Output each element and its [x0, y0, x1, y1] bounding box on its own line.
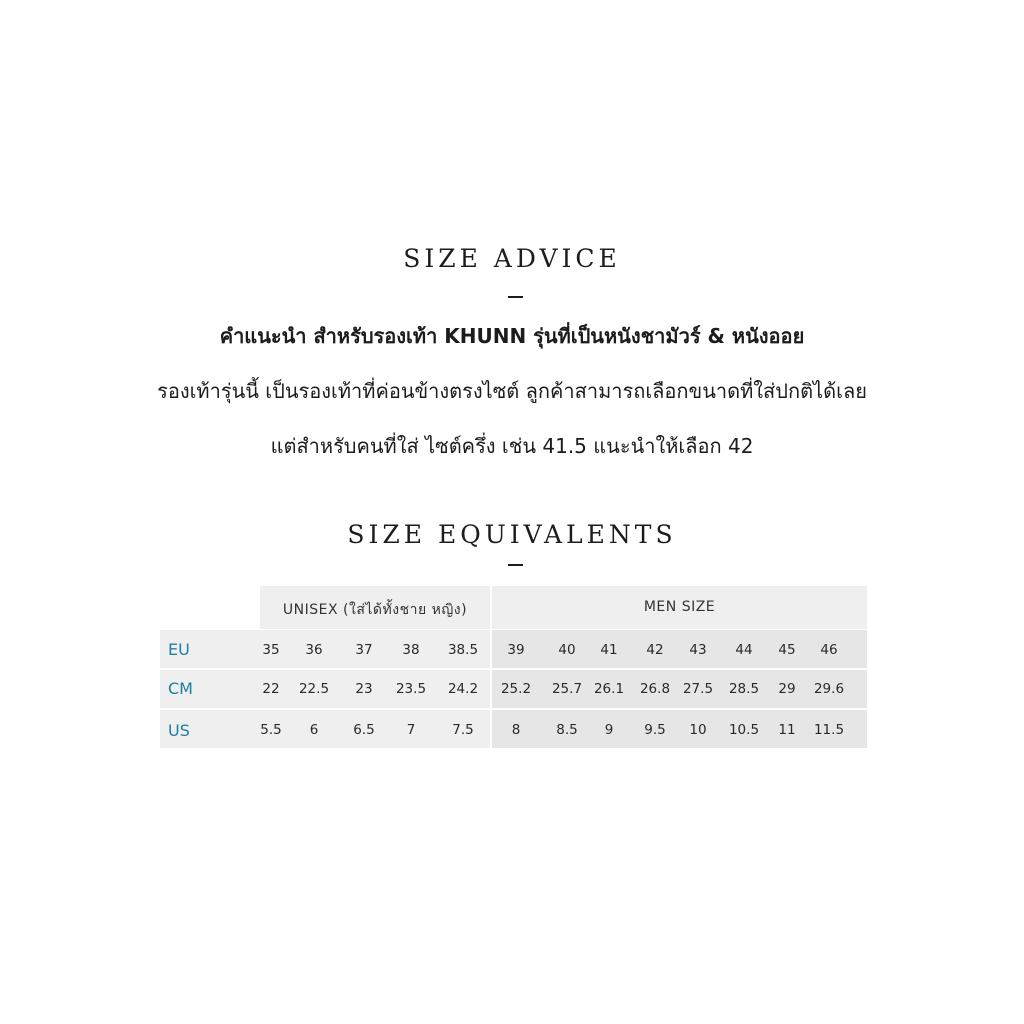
size-cell-eu-12: 45: [778, 642, 796, 658]
size-cell-eu-9: 42: [646, 642, 664, 658]
size-cell-us-2: 6: [309, 722, 319, 738]
men-header-label: MEN SIZE: [643, 599, 716, 615]
size-cell-eu-4: 38: [402, 642, 420, 658]
size-cell-cm-6: 25.2: [500, 681, 532, 697]
size-cell-cm-13: 29.6: [813, 681, 845, 697]
size-cell-cm-8: 26.1: [593, 681, 625, 697]
size-cell-us-13: 11.5: [813, 722, 845, 738]
size-cell-cm-11: 28.5: [728, 681, 760, 697]
size-cell-eu-5: 38.5: [447, 642, 479, 658]
size-equivalents-title: SIZE EQUIVALENTS: [347, 520, 677, 549]
size-cell-us-3: 6.5: [353, 722, 375, 738]
size-cell-us-5: 7.5: [452, 722, 474, 738]
size-cell-cm-1: 22: [262, 681, 280, 697]
row-label-cm: CM: [168, 679, 193, 698]
size-cell-cm-5: 24.2: [447, 681, 479, 697]
row-label-eu: EU: [168, 640, 190, 659]
size-cell-us-4: 7: [406, 722, 416, 738]
size-advice-title: SIZE ADVICE: [403, 244, 621, 273]
size-cell-cm-12: 29: [778, 681, 796, 697]
size-cell-us-8: 9: [604, 722, 614, 738]
size-cell-cm-3: 23: [355, 681, 373, 697]
row-label-us: US: [168, 721, 190, 740]
size-cell-eu-3: 37: [355, 642, 373, 658]
size-cell-us-6: 8: [511, 722, 521, 738]
title-divider: [508, 296, 523, 298]
size-cell-us-9: 9.5: [644, 722, 666, 738]
size-cell-eu-13: 46: [820, 642, 838, 658]
unisex-header-label: UNISEX (ใส่ได้ทั้งชาย หญิง): [282, 602, 468, 618]
size-cell-cm-4: 23.5: [395, 681, 427, 697]
advice-text-line-2: แต่สำหรับคนที่ใส่ ไซต์ครึ่ง เช่น 41.5 แนะนำให้เลือก 42: [270, 434, 754, 458]
size-cell-eu-1: 35: [262, 642, 280, 658]
equivalents-divider: [508, 564, 523, 566]
advice-headline: คำแนะนำ สำหรับรองเท้า KHUNN รุ่นที่เป็นหนังชามัวร์ & หนังออย: [219, 324, 805, 348]
size-cell-eu-2: 36: [305, 642, 323, 658]
size-cell-us-10: 10: [689, 722, 707, 738]
size-cell-cm-7: 25.7: [551, 681, 583, 697]
size-cell-cm-10: 27.5: [682, 681, 714, 697]
size-cell-eu-11: 44: [735, 642, 753, 658]
size-cell-us-1: 5.5: [260, 722, 282, 738]
size-cell-eu-10: 43: [689, 642, 707, 658]
size-cell-eu-8: 41: [600, 642, 618, 658]
size-cell-eu-6: 39: [507, 642, 525, 658]
size-cell-eu-7: 40: [558, 642, 576, 658]
advice-text-line-1: รองเท้ารุ่นนี้ เป็นรองเท้าที่ค่อนข้างตรงไซต์ ลูกค้าสามารถเลือกขนาดที่ใส่ปกติได้เลย: [157, 379, 867, 403]
size-cell-us-11: 10.5: [728, 722, 760, 738]
size-cell-cm-9: 26.8: [639, 681, 671, 697]
size-cell-us-7: 8.5: [556, 722, 578, 738]
size-cell-cm-2: 22.5: [298, 681, 330, 697]
size-cell-us-12: 11: [778, 722, 796, 738]
